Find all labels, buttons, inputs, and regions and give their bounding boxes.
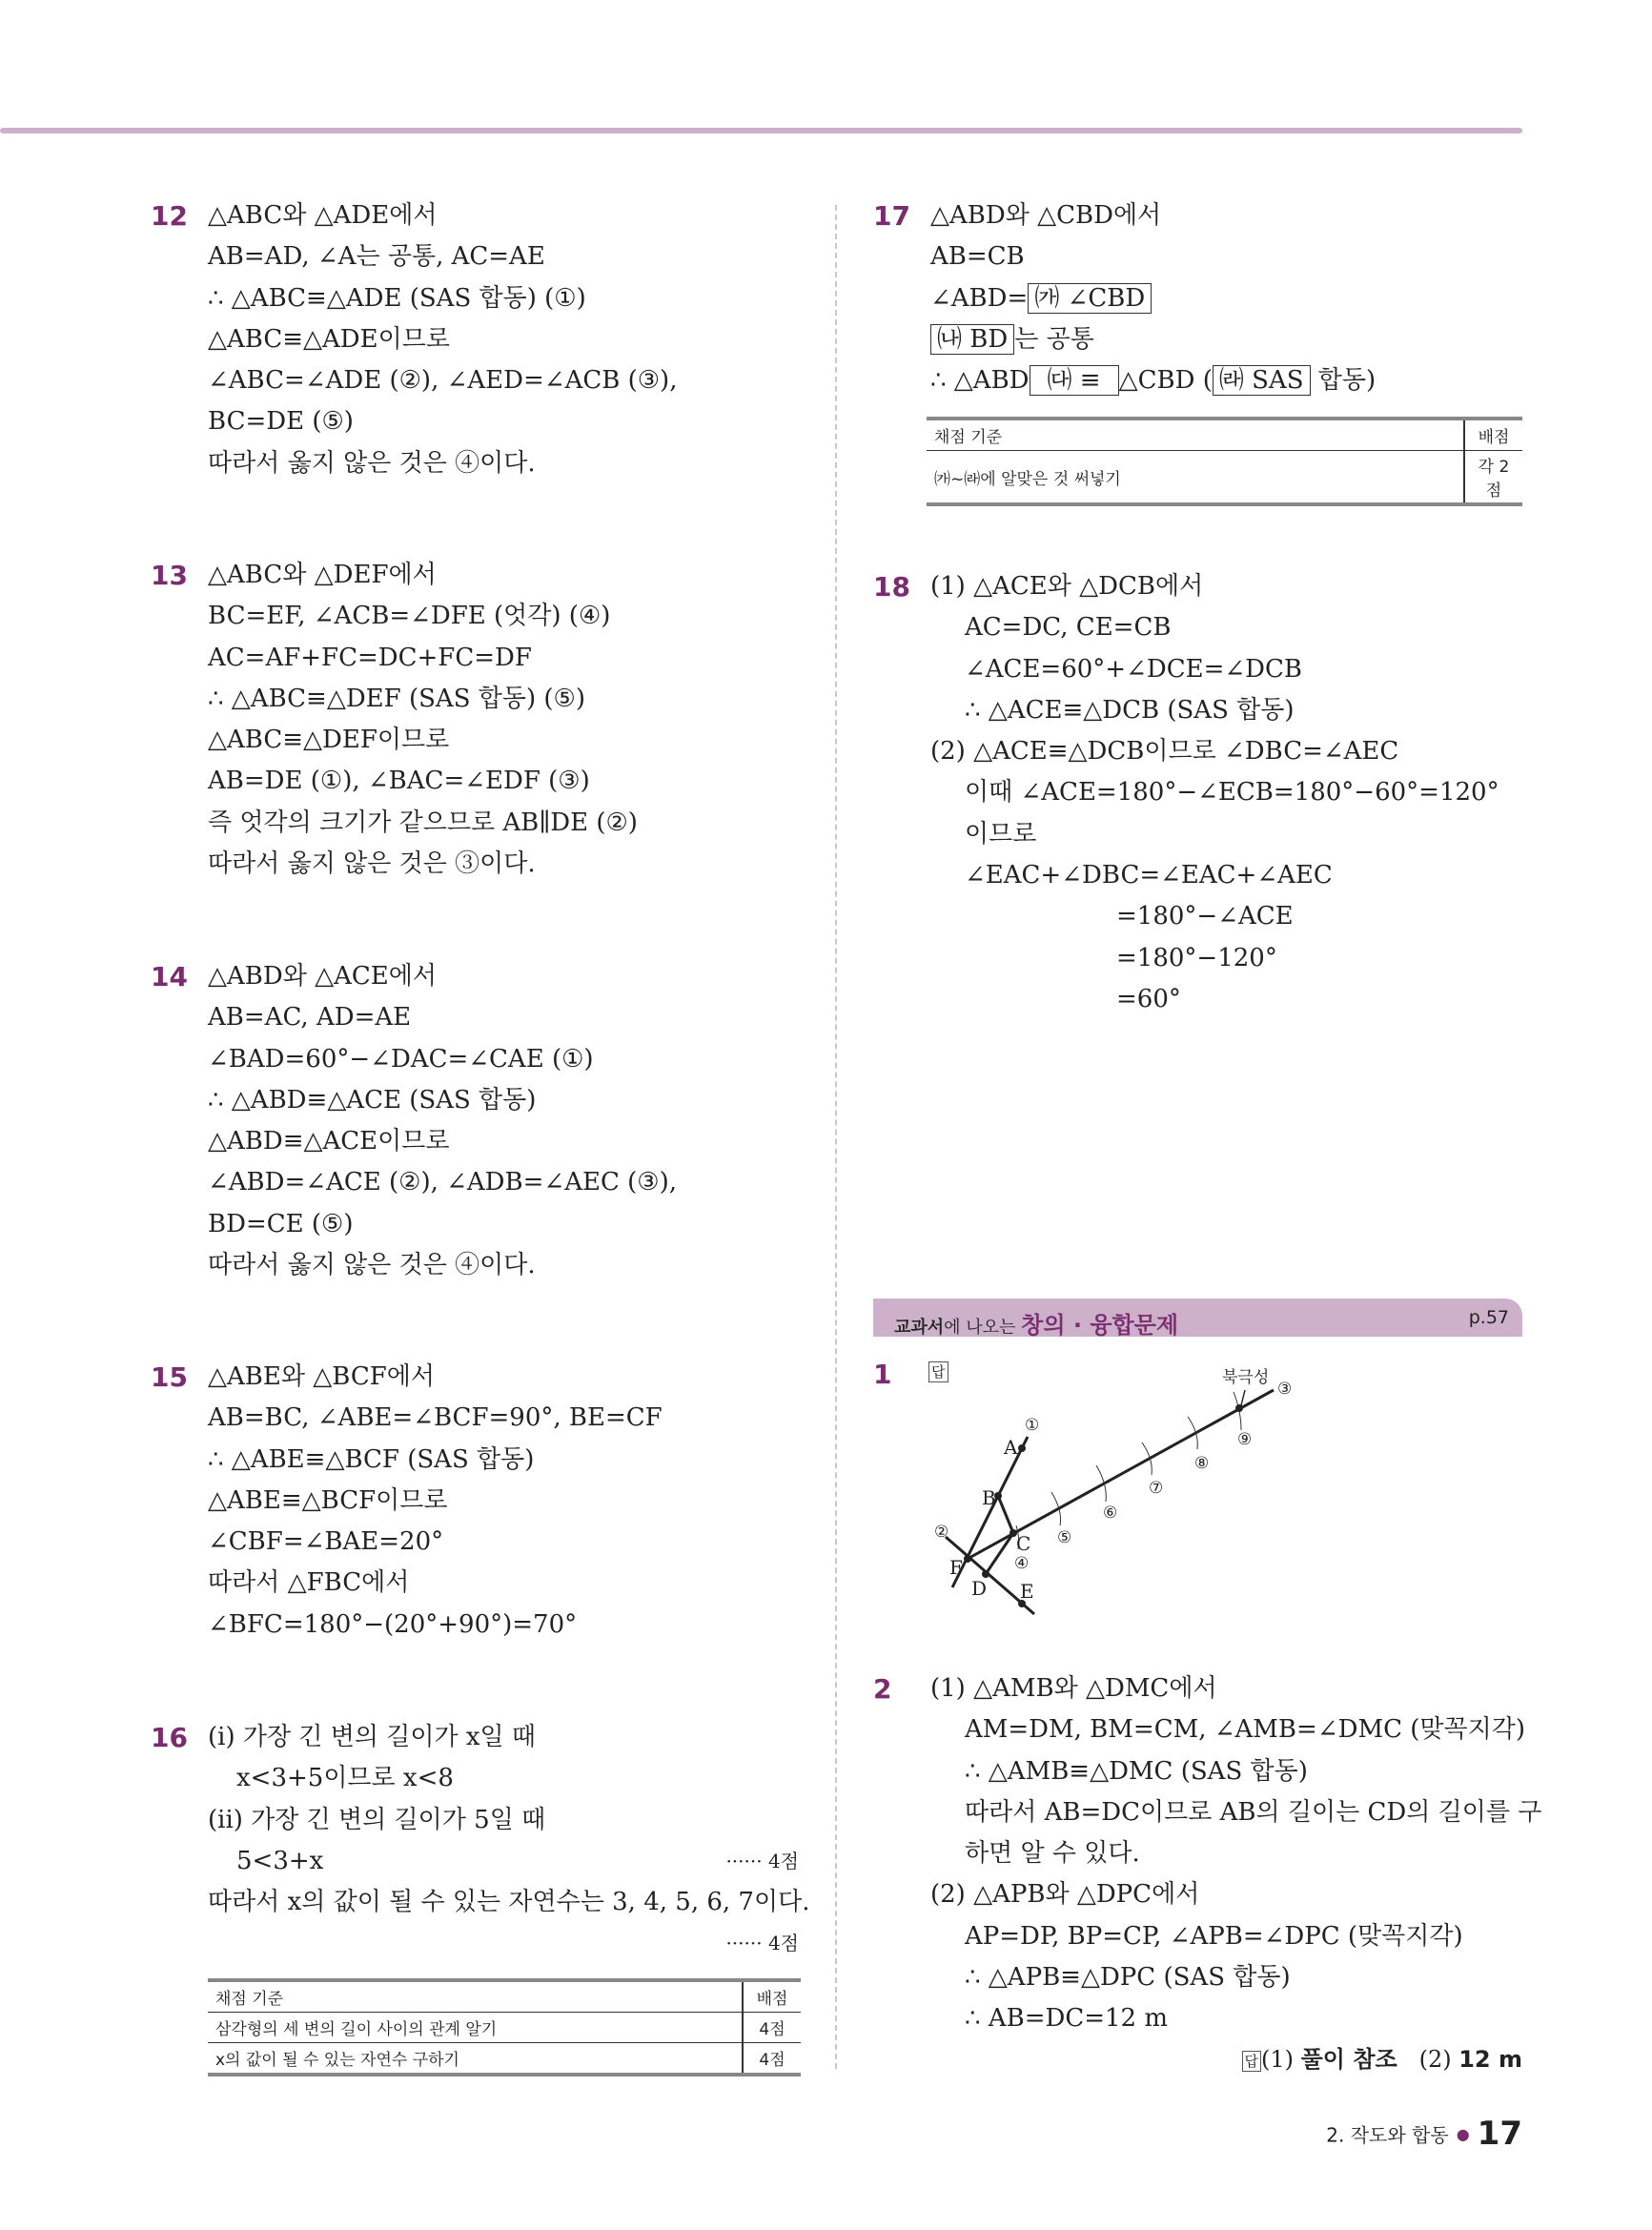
solution-line: =60° [1116, 984, 1181, 1013]
step-9: ⑨ [1237, 1430, 1253, 1449]
point-north-star [1235, 1404, 1243, 1412]
solution-line: ∠ABD=∠ACE (②), ∠ADB=∠AEC (③), [208, 1168, 677, 1197]
text: ∴ △ABD [930, 366, 1030, 396]
solution-line: ∠ACE=60°+∠DCE=∠DCB [965, 654, 1303, 684]
text: ∠ABD= [930, 283, 1029, 313]
arrow-north-star [1241, 1390, 1245, 1405]
solution-line: ∠CBF=∠BAE=20° [208, 1527, 444, 1557]
solution-line: 즉 엇각의 크기가 같으므로 AB∥DE (②) [208, 808, 638, 837]
solution-line: AB=BC, ∠ABE=∠BCF=90°, BE=CF [208, 1403, 663, 1433]
table-cell: 삼각형의 세 변의 길이 사이의 관계 알기 [208, 2013, 743, 2043]
text: △CBD ( [1118, 366, 1213, 396]
step-5: ⑤ [1057, 1528, 1072, 1547]
step-8: ⑧ [1194, 1454, 1210, 1473]
problem-number: 1 [873, 1359, 892, 1390]
solution-line: BC=EF, ∠ACB=∠DFE (엇각) (④) [208, 602, 611, 631]
solution-line: △ABE와 △BCF에서 [208, 1362, 435, 1391]
label-north-star: 북극성 [1222, 1368, 1270, 1387]
solution-line: ∴ △ABC≡△DEF (SAS 합동) (⑤) [208, 684, 586, 713]
answer-part-2-label: (2) [1397, 2046, 1459, 2073]
table-cell: x의 값이 될 수 있는 자연수 구하기 [208, 2043, 743, 2076]
solution-line: ∠BFC=180°−(20°+90°)=70° [208, 1609, 578, 1639]
final-answer [1242, 2040, 1523, 2074]
label-E: E [1020, 1580, 1034, 1603]
table-header: 채점 기준 [927, 419, 1464, 451]
problem-number: 18 [873, 571, 910, 603]
points-note: ······ 4점 [725, 1932, 799, 1955]
step-1: ① [1025, 1416, 1040, 1435]
solution-line: 따라서 옳지 않은 것은 ④이다. [208, 448, 536, 478]
problem-number: 13 [151, 560, 188, 591]
solution-line: AB=DE (①), ∠BAC=∠EDF (③) [208, 767, 590, 796]
inequality: 5<3+x [236, 1846, 324, 1875]
solution-line: AB=CB [930, 242, 1025, 272]
step-2: ② [934, 1523, 949, 1542]
solution-line: =180°−120° [1116, 943, 1277, 972]
arc-6 [1096, 1465, 1106, 1502]
answer-badge: 답 [928, 1361, 948, 1382]
points-note: ······ 4점 [725, 1849, 799, 1872]
step-6: ⑥ [1103, 1504, 1118, 1523]
problem-number: 14 [151, 961, 188, 992]
solution-line: AC=DC, CE=CB [965, 613, 1172, 643]
table-cell: 4점 [743, 2013, 801, 2043]
solution-line: (ii) 가장 긴 변의 길이가 5일 때 [208, 1805, 546, 1834]
point-A [1018, 1444, 1026, 1452]
solution-line: ∠ABC=∠ADE (②), ∠AED=∠ACB (③), [208, 366, 678, 396]
point-F [964, 1555, 971, 1563]
blank-box-na: ㈏ BD [930, 324, 1014, 355]
text: 는 공통 [1014, 324, 1094, 354]
solution-line: x<3+5이므로 x<8 [236, 1764, 454, 1793]
bullet-icon: ● [1456, 2124, 1470, 2143]
solution-line: △ABC≡△DEF이므로 [208, 726, 450, 755]
table-header: 배점 [1464, 419, 1522, 451]
banner-title: 창의 · 융합문제 [1021, 1312, 1179, 1339]
solution-line: ∴ △ACE≡△DCB (SAS 합동) [965, 695, 1295, 725]
page-number: 17 [1477, 2115, 1522, 2153]
solution-line: △ABD≡△ACE이므로 [208, 1127, 450, 1156]
solution-line: 따라서 옳지 않은 것은 ③이다. [208, 849, 536, 879]
solution-line: AB=AC, AD=AE [208, 1003, 412, 1033]
solution-line: 이때 ∠ACE=180°−∠ECB=180°−60°=120° [965, 778, 1499, 808]
solution-line: 따라서 AB=DC이므로 AB의 길이는 CD의 길이를 구 [965, 1797, 1542, 1827]
problem-number: 2 [873, 1673, 892, 1705]
solution-line: ∴ AB=DC=12 m [965, 2004, 1169, 2034]
table-cell: 각 2점 [1464, 451, 1522, 505]
blank-box-da: ㈐ ≡ [1030, 365, 1119, 396]
solution-line: ∠BAD=60°−∠DAC=∠CAE (①) [208, 1044, 594, 1074]
solution-line: BD=CE (⑤) [208, 1209, 354, 1238]
solution-line: △ABC와 △ADE에서 [208, 201, 438, 230]
solution-line: ∴ △AMB≡△DMC (SAS 합동) [965, 1756, 1308, 1786]
arc-8 [1188, 1417, 1197, 1449]
solution-line: ∴ △ABE≡△BCF (SAS 합동) [208, 1444, 535, 1474]
banner-mid: 에 나오는 [944, 1318, 1022, 1338]
solution-line: ∴ △ABC≡△ADE (SAS 합동) (①) [208, 283, 586, 313]
problem-number: 17 [873, 200, 910, 232]
label-D: D [971, 1577, 988, 1600]
solution-line: ∴ △ABD≡△ACE (SAS 합동) [208, 1085, 537, 1115]
answer-part-2: 12 m [1458, 2046, 1522, 2073]
page-footer [1326, 2115, 1522, 2153]
blank-box-ra: ㈑ SAS [1213, 365, 1311, 396]
step-3: ③ [1277, 1380, 1293, 1399]
table-cell: ㈎~㈑에 알맞은 것 써넣기 [927, 451, 1464, 505]
solution-line: △ABD와 △ACE에서 [208, 962, 437, 991]
table-header: 배점 [743, 1980, 801, 2013]
solution-line: AC=AF+FC=DC+FC=DF [208, 643, 532, 672]
solution-line: (2) △ACE≡△DCB이므로 ∠DBC=∠AEC [930, 737, 1399, 767]
blank-box-ga: ㈎ ∠CBD [1028, 283, 1152, 314]
step-4: ④ [1014, 1554, 1030, 1573]
solution-line: △ABE≡△BCF이므로 [208, 1485, 448, 1515]
chapter-title: 2. 작도와 합동 [1326, 2123, 1449, 2147]
banner-page-ref: p.57 [1468, 1307, 1509, 1328]
text: 합동) [1310, 366, 1377, 396]
table-header: 채점 기준 [208, 1980, 743, 2013]
solution-line: AP=DP, BP=CP, ∠APB=∠DPC (맞꼭지각) [965, 1921, 1463, 1951]
table-cell: 4점 [743, 2043, 801, 2076]
problem-number: 16 [151, 1722, 188, 1753]
problem-number: 12 [151, 200, 188, 232]
solution-line: (1) △AMB와 △DMC에서 [930, 1674, 1217, 1703]
answer-part-1: 풀이 참조 [1300, 2046, 1397, 2073]
solution-line: 이므로 [965, 819, 1037, 849]
segment-CD [986, 1533, 1013, 1574]
segment-BC [998, 1496, 1013, 1533]
solution-line: (i) 가장 긴 변의 길이가 x일 때 [208, 1723, 537, 1751]
label-B: B [982, 1486, 996, 1509]
solution-line: (2) △APB와 △DPC에서 [930, 1880, 1200, 1910]
answer-badge: 답 [1242, 2051, 1262, 2072]
solution-line: ∠EAC+∠DBC=∠EAC+∠AEC [965, 861, 1333, 890]
solution-line: 따라서 옳지 않은 것은 ④이다. [208, 1251, 536, 1280]
answer-part-1-label: (1) [1261, 2046, 1301, 2073]
solution-line: (1) △ACE와 △DCB에서 [930, 572, 1204, 601]
label-F: F [949, 1556, 963, 1579]
solution-line: △ABD와 △CBD에서 [930, 201, 1162, 230]
solution-line: AM=DM, BM=CM, ∠AMB=∠DMC (맞꼭지각) [965, 1715, 1525, 1745]
label-A: A [1004, 1436, 1018, 1459]
problem-number: 15 [151, 1361, 188, 1393]
solution-line: =180°−∠ACE [1116, 902, 1294, 931]
solution-line: △ABC≡△ADE이므로 [208, 324, 450, 354]
label-C: C [1016, 1532, 1031, 1555]
step-7: ⑦ [1149, 1479, 1164, 1498]
solution-line: ∴ △APB≡△DPC (SAS 합동) [965, 1963, 1291, 1993]
solution-line: 따라서 △FBC에서 [208, 1568, 410, 1598]
solution-line: 따라서 x의 값이 될 수 있는 자연수는 3, 4, 5, 6, 7이다. [208, 1888, 810, 1917]
solution-line: 하면 알 수 있다. [965, 1839, 1140, 1869]
banner-prefix: 교과서 [894, 1318, 945, 1338]
solution-line: BC=DE (⑤) [208, 407, 354, 437]
solution-line: △ABC와 △DEF에서 [208, 561, 437, 589]
solution-line: AB=AD, ∠A는 공통, AC=AE [208, 242, 545, 272]
